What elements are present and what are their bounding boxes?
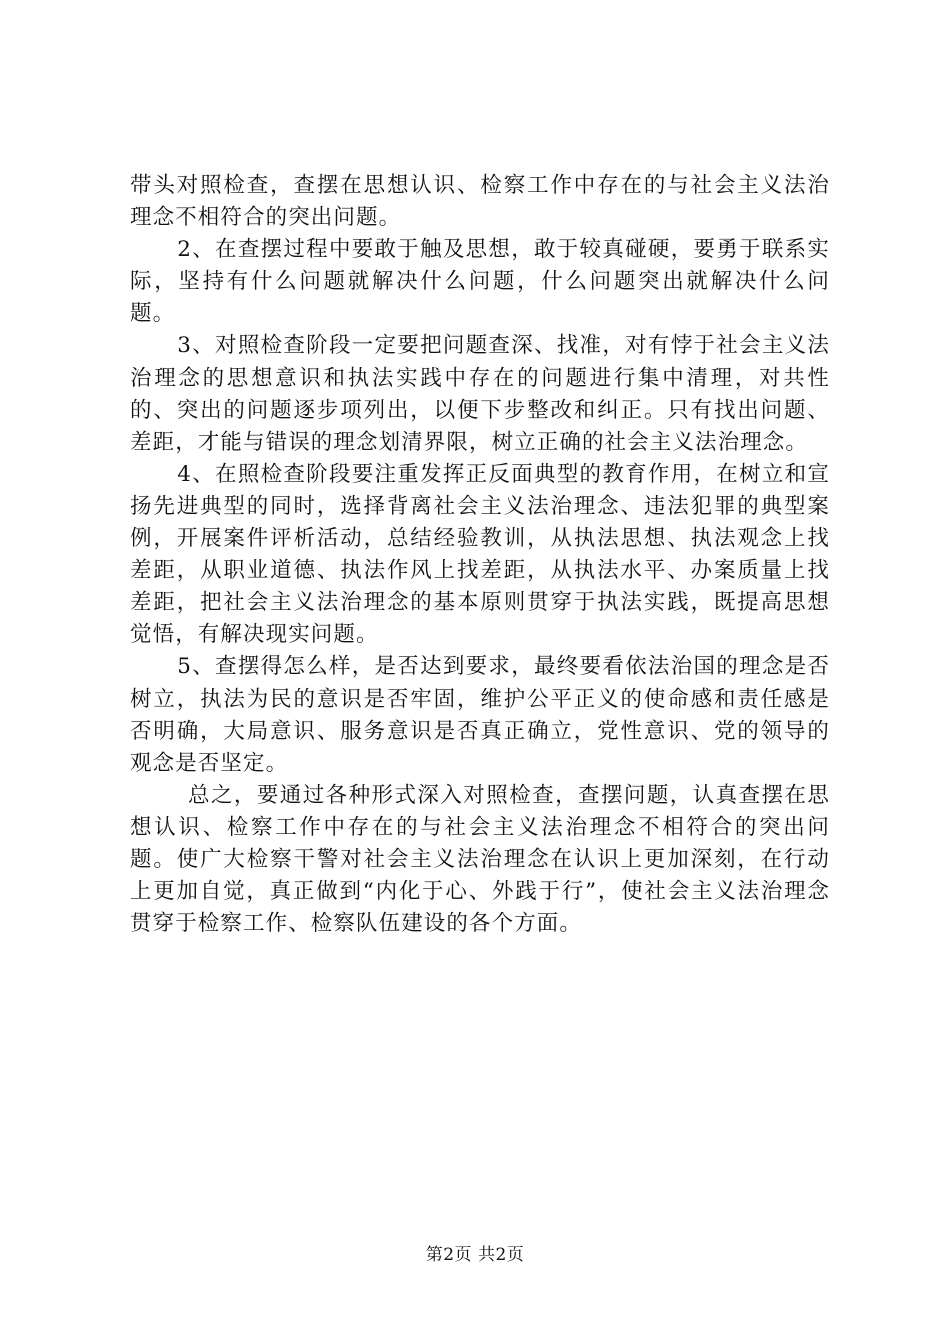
document-body bbox=[130, 170, 830, 940]
paragraph-item-4: 4、在照检查阶段要注重发挥正反面典型的教育作用，在树立和宣扬先进典型的同时，选择背离社会主义法治理念、违法犯罪的典型案例，开展案件评析活动，总结经验教训，从执法思想、执法观念上找差距，从职业道德、执法作风上找差距，从执法水平、办案质量上找差距，把社会主义法治理念的基本原则贯穿于执法实践，既提高思想觉悟，有解决现实问题。 bbox=[130, 461, 830, 648]
paragraph-item-2: 2、在查摆过程中要敢于触及思想，敢于较真碰硬，要勇于联系实际，坚持有什么问题就解决什么问题，什么问题突出就解决什么问题。 bbox=[130, 237, 830, 327]
paragraph-item-5: 5、查摆得怎么样，是否达到要求，最终要看依法治国的理念是否树立，执法为民的意识是否牢固，维护公平正义的使命感和责任感是否明确，大局意识、服务意识是否真正确立，党性意识、党的领导的观念是否坚定。 bbox=[130, 654, 830, 776]
paragraph-continuation: 带头对照检查，查摆在思想认识、检察工作中存在的与社会主义法治理念不相符合的突出问题。 bbox=[130, 173, 830, 231]
paragraph-summary: 总之，要通过各种形式深入对照检查，查摆问题，认真查摆在思想认识、检察工作中存在的与社会主义法治理念不相符合的突出问题。使广大检察干警对社会主义法治理念在认识上更加深刻，在行动上更加自觉，真正做到“内化于心、外践于行”，使社会主义法治理念贯穿于检察工作、检察队伍建设的各个方面。 bbox=[130, 782, 830, 937]
paragraph-item-3: 3、对照检查阶段一定要把问题查深、找准，对有悖于社会主义法治理念的思想意识和执法实践中存在的问题进行集中清理，对共性的、突出的问题逐步项列出，以便下步整改和纠正。只有找出问题、差距，才能与错误的理念划清界限，树立正确的社会主义法治理念。 bbox=[130, 333, 830, 455]
page-number-footer: 第2页 共2页 bbox=[425, 1245, 525, 1265]
